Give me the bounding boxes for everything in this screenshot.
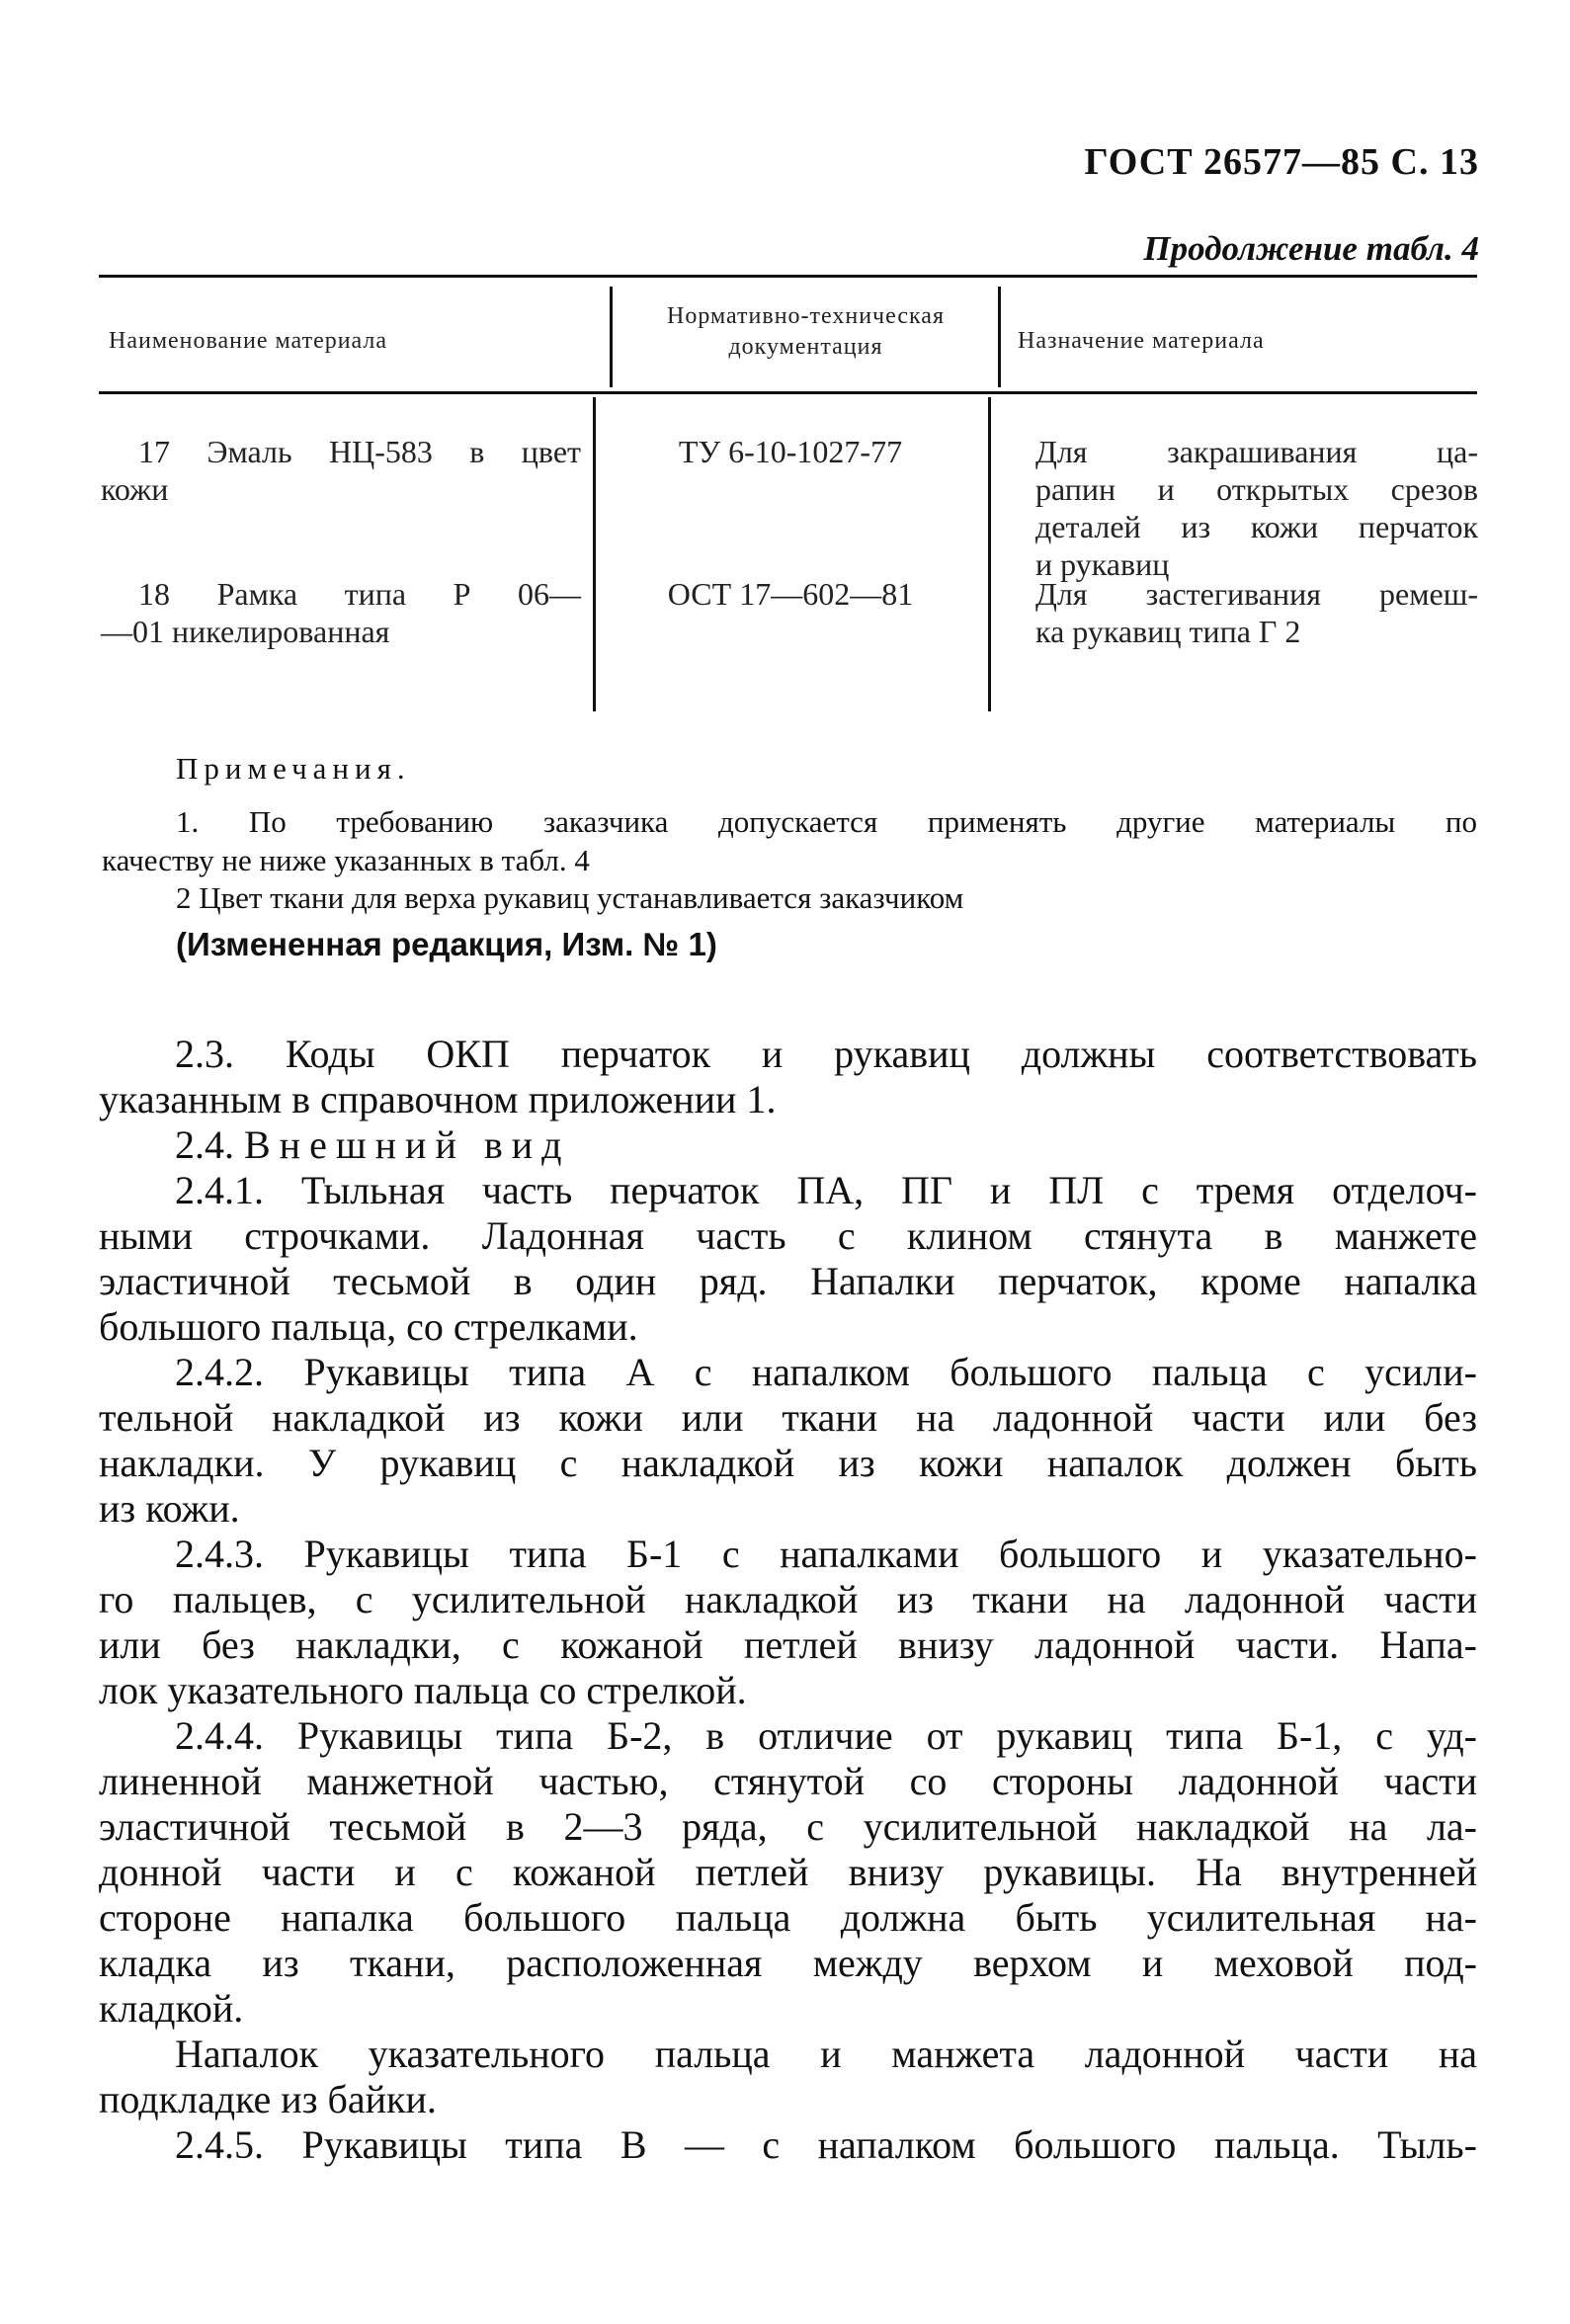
paragraph-2-4-heading [99,1122,1477,1168]
paragraph-2-4-4 [99,1713,1477,2032]
table-cell-line: —01 никелированная [101,614,390,649]
note-1-continued: качеству не ниже указанных в табл. 4 [102,843,590,877]
table-header-doc-line: документация [728,334,883,360]
text-line: 2.4.2. Рукавицы типа А с напалком большого пальца с усили- [175,1350,1477,1394]
table-cell-line: ка рукавиц типа Г 2 [1035,614,1301,649]
note-2: 2 Цвет ткани для верха рукавиц устанавливается заказчиком [176,880,964,915]
table-divider-2 [998,287,1001,387]
paragraph-2-4-4-continued [99,2032,1477,2122]
text-line: накладки. У рукавиц с накладкой из кожи напалок должен быть [99,1441,1477,1485]
text-line: эластичной тесьмой в один ряд. Напалки перчаток, кроме напалка [99,1259,1477,1303]
text-line: 2.4.4. Рукавицы типа Б-2, в отличие от рукавиц типа Б-1, с уд- [175,1713,1477,1758]
text-line: большого пальца, со стрелками. [99,1304,638,1349]
table-cell-line: кожи [101,471,169,507]
table-header-doc-line: Нормативно-техническая [667,303,945,329]
paragraph-2-4-2 [99,1350,1477,1532]
section-number: 2.4. [175,1122,234,1167]
section-title: Внешний вид [244,1122,571,1167]
table-row-2-doc: ОСТ 17—602—81 [667,576,914,612]
table-cell-line: 17 Эмаль НЦ-583 в цвет [138,434,581,469]
table-header-doc [620,301,991,363]
text-line: го пальцев, с усилительной накладкой из ткани на ладонной части [99,1577,1477,1621]
table-divider-1 [610,287,613,387]
table-row-1-purpose [1035,433,1478,583]
text-line: или без накладки, с кожаной петлей внизу ладонной части. Напа- [99,1622,1477,1667]
table-header-purpose: Назначение материала [1018,328,1265,354]
table-row-2-purpose [1035,575,1478,650]
table-header-rule [99,391,1477,394]
table-row-1-name [101,433,581,508]
table-cell-line: и рукавиц [1035,546,1170,582]
text-line: донной части и с кожаной петлей внизу рукавицы. На внутренней [99,1850,1477,1894]
text-line: кладкой. [99,1986,244,2031]
table-header-name: Наименование материала [109,328,388,354]
notes-title: Примечания. [176,751,411,786]
edition-note: (Измененная редакция, Изм. № 1) [176,926,717,962]
text-line: кладка из ткани, расположенная между верхом и меховой под- [99,1941,1477,1985]
paragraph-2-4-1 [99,1168,1477,1350]
paragraph-2-4-3 [99,1532,1477,1713]
table-cell-line: рапин и открытых срезов [1035,471,1478,507]
text-line: стороне напалка большого пальца должна быть усилительная на- [99,1895,1477,1940]
table-divider-2-body [988,397,991,711]
text-line: эластичной тесьмой в 2—3 ряда, с усилительной накладкой на ла- [99,1804,1477,1849]
text-line: тельной накладкой из кожи или ткани на ладонной части или без [99,1395,1477,1440]
table-continuation-caption: Продолжение табл. 4 [1143,229,1479,268]
text-line: 2.4.1. Тыльная часть перчаток ПА, ПГ и ПЛ с тремя отделоч- [175,1168,1477,1212]
text-line: лок указательного пальца со стрелкой. [99,1668,747,1712]
text-line: 2.4.5. Рукавицы типа В — с напалком большого пальца. Тыль- [175,2122,1477,2167]
text-line: указанным в справочном приложении 1. [99,1077,777,1121]
text-line: ными строчками. Ладонная часть с клином стянута в манжете [99,1213,1477,1258]
text-line [99,1122,1477,1168]
table-row-2-name [101,575,581,650]
table-top-rule [99,275,1477,278]
text-line: 2.4.3. Рукавицы типа Б-1 с напалками большого и указательно- [175,1532,1477,1576]
table-cell-line: деталей из кожи перчаток [1035,509,1478,544]
note-1: 1. По требованию заказчика допускается применять другие материалы по [176,804,1477,839]
table-row-1-doc: ТУ 6-10-1027-77 [678,434,903,469]
text-line: линенной манжетной частью, стянутой со стороны ладонной части [99,1759,1477,1803]
text-line: Напалок указательного пальца и манжета ладонной части на [175,2032,1477,2076]
text-line: из кожи. [99,1486,240,1531]
table-cell-line: 18 Рамка типа Р 06— [138,576,581,612]
paragraph-2-3 [99,1032,1477,1122]
text-line: 2.3. Коды ОКП перчаток и рукавиц должны соответствовать [175,1032,1477,1076]
paragraph-2-4-5 [99,2122,1477,2168]
text-line: подкладке из байки. [99,2077,437,2121]
table-cell-line: Для застегивания ремеш- [1035,576,1478,612]
table-cell-line: Для закрашивания ца- [1035,434,1478,469]
standard-header: ГОСТ 26577—85 С. 13 [1084,141,1479,183]
